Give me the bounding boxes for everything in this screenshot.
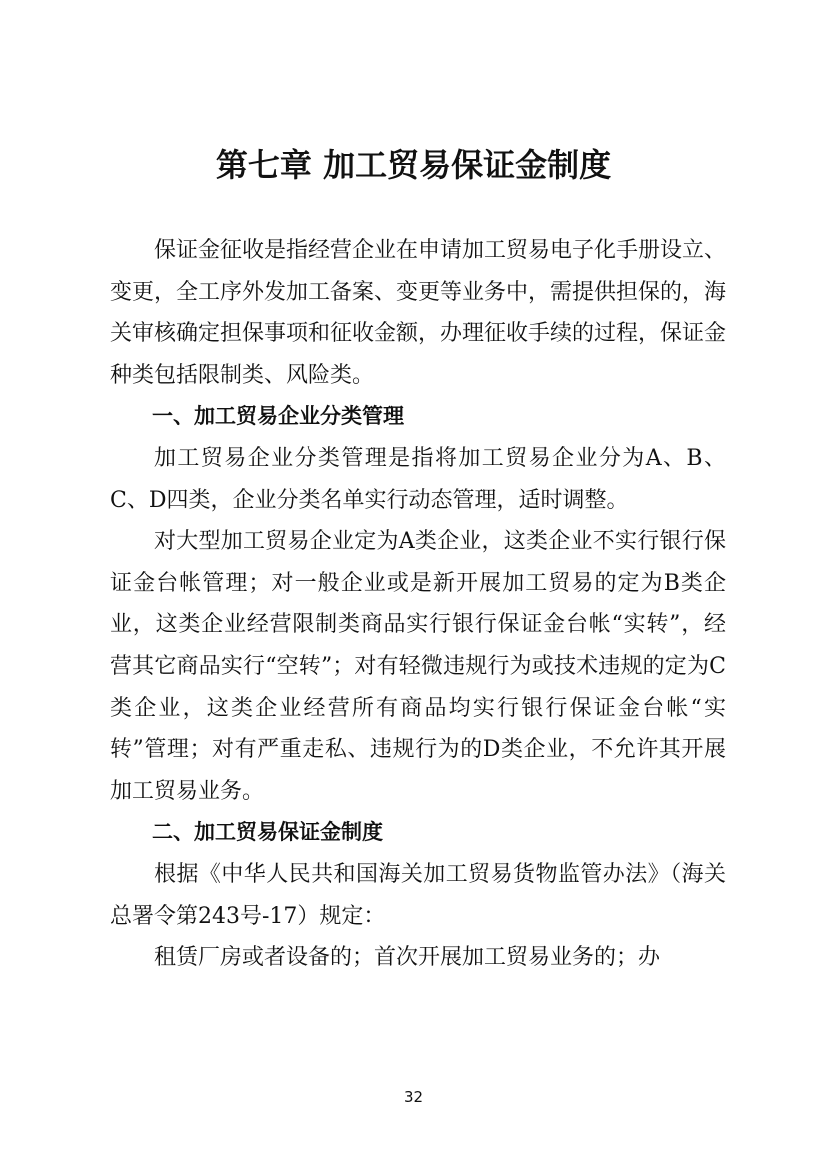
paragraph-regulation-basis: 根据《中华人民共和国海关加工贸易货物监管办法》（海关总署令第243号-17）规定：: [110, 861, 726, 929]
section-heading-classification: 一、加工贸易企业分类管理: [152, 404, 404, 429]
document-body: [110, 230, 726, 979]
paragraph-classification-definition: 加工贸易企业分类管理是指将加工贸易企业分为A、B、C、D四类，企业分类名单实行动态管理，适时调整。: [110, 445, 726, 513]
paragraph-intro: 保证金征收是指经营企业在申请加工贸易电子化手册设立、变更，全工序外发加工备案、变更等业务中，需提供担保的，海关审核确定担保事项和征收金额，办理征收手续的过程，保证金种类包括限制类、风险类。: [110, 238, 727, 388]
paragraph-conditions: 租赁厂房或者设备的；首次开展加工贸易业务的；办: [154, 945, 661, 971]
page-number: 32: [403, 1088, 424, 1106]
paragraph-classification-detail: 对大型加工贸易企业定为A类企业，这类企业不实行银行保证金台帐管理；对一般企业或是新开展加工贸易的定为B类企业，这类企业经营限制类商品实行银行保证金台帐“实转”，经营其它商品实行“空转”；对有轻微违规行为或技术违规的定为C类企业，这类企业经营所有商品均实行银行保证金台帐“实转”管理；对有严重走私、违规行为的D类企业，不允许其开展加工贸易业务。: [110, 529, 726, 804]
chapter-title: 第七章 加工贸易保证金制度: [215, 146, 612, 184]
section-heading-deposit-system: 二、加工贸易保证金制度: [152, 820, 383, 845]
